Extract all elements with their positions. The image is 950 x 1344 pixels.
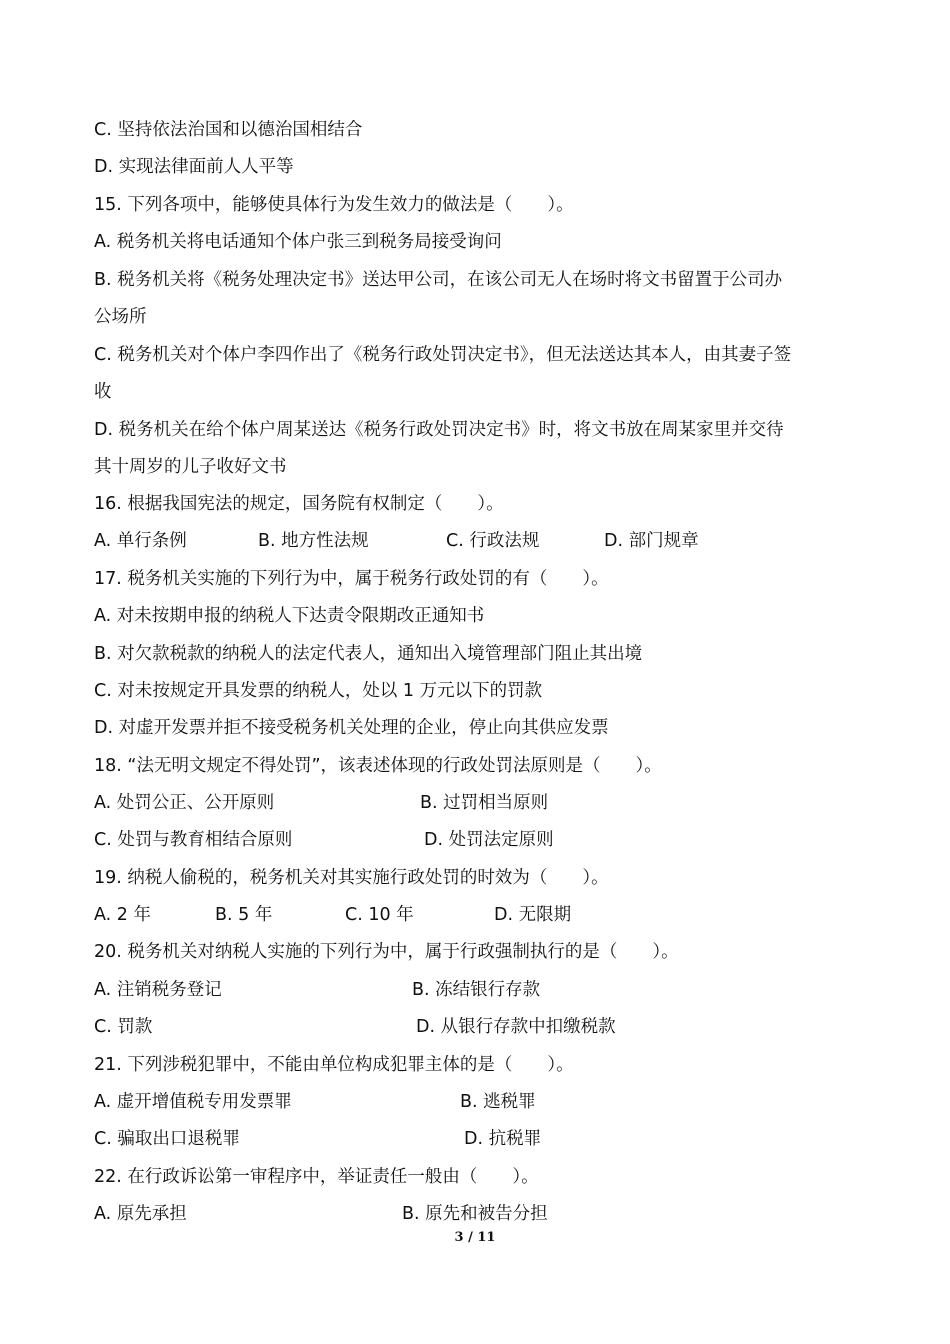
text-line: D. 实现法律面前人人平等: [94, 157, 294, 177]
text-line: C. 对未按规定开具发票的纳税人，处以 1 万元以下的罚款: [94, 681, 543, 701]
question-16: 16. 根据我国宪法的规定，国务院有权制定（ ）。: [94, 494, 504, 514]
option-b: B. 逃税罪: [460, 1092, 536, 1112]
text-line: A. 对未按期申报的纳税人下达责令限期改正通知书: [94, 606, 485, 626]
option-d: D. 处罚法定原则: [424, 830, 554, 850]
text-line: B. 税务机关将《税务处理决定书》送达甲公司，在该公司无人在场时将文书留置于公司办: [94, 270, 783, 290]
text-line: D. 对虚开发票并拒不接受税务机关处理的企业，停止向其供应发票: [94, 718, 609, 738]
option-b: B. 地方性法规: [258, 531, 369, 551]
text-line: B. 对欠款税款的纳税人的法定代表人，通知出入境管理部门阻止其出境: [94, 644, 643, 664]
option-a: A. 单行条例: [94, 531, 187, 551]
text-line: 公场所: [94, 307, 147, 327]
option-c: C. 骗取出口退税罪: [94, 1129, 240, 1149]
option-d: D. 部门规章: [604, 531, 699, 551]
option-a: A. 虚开增值税专用发票罪: [94, 1092, 292, 1112]
question-18: 18. “法无明文规定不得处罚”，该表述体现的行政处罚法原则是（ ）。: [94, 756, 662, 776]
option-a: A. 原先承担: [94, 1204, 187, 1224]
option-b: B. 原先和被告分担: [402, 1204, 548, 1224]
question-15: 15. 下列各项中，能够使具体行为发生效力的做法是（ ）。: [94, 195, 574, 215]
text-line: C. 坚持依法治国和以德治国相结合: [94, 120, 363, 140]
option-d: D. 抗税罪: [464, 1129, 542, 1149]
option-d: D. 从银行存款中扣缴税款: [416, 1017, 616, 1037]
option-c: C. 10 年: [345, 905, 414, 925]
option-d: D. 无限期: [494, 905, 572, 925]
text-line: A. 税务机关将电话通知个体户张三到税务局接受询问: [94, 232, 502, 252]
page-number: 3 / 11: [454, 1230, 496, 1245]
text-line: D. 税务机关在给个体户周某送达《税务行政处罚决定书》时，将文书放在周某家里并交待: [94, 420, 784, 440]
question-21: 21. 下列涉税犯罪中，不能由单位构成犯罪主体的是（ ）。: [94, 1055, 574, 1075]
option-c: C. 罚款: [94, 1017, 153, 1037]
option-a: A. 处罚公正、公开原则: [94, 793, 275, 813]
option-b: B. 冻结银行存款: [412, 980, 541, 1000]
question-22: 22. 在行政诉讼第一审程序中，举证责任一般由（ ）。: [94, 1167, 539, 1187]
option-a: A. 2 年: [94, 905, 151, 925]
option-b: B. 5 年: [215, 905, 273, 925]
question-19: 19. 纳税人偷税的，税务机关对其实施行政处罚的时效为（ ）。: [94, 868, 609, 888]
option-c: C. 行政法规: [446, 531, 540, 551]
text-line: C. 税务机关对个体户李四作出了《税务行政处罚决定书》，但无法送达其本人，由其妻子签: [94, 345, 792, 365]
option-a: A. 注销税务登记: [94, 980, 222, 1000]
text-line: 收: [94, 382, 112, 402]
option-b: B. 过罚相当原则: [420, 793, 549, 813]
question-17: 17. 税务机关实施的下列行为中，属于税务行政处罚的有（ ）。: [94, 569, 609, 589]
text-line: 其十周岁的儿子收好文书: [94, 457, 287, 477]
option-c: C. 处罚与教育相结合原则: [94, 830, 293, 850]
question-20: 20. 税务机关对纳税人实施的下列行为中，属于行政强制执行的是（ ）。: [94, 942, 679, 962]
